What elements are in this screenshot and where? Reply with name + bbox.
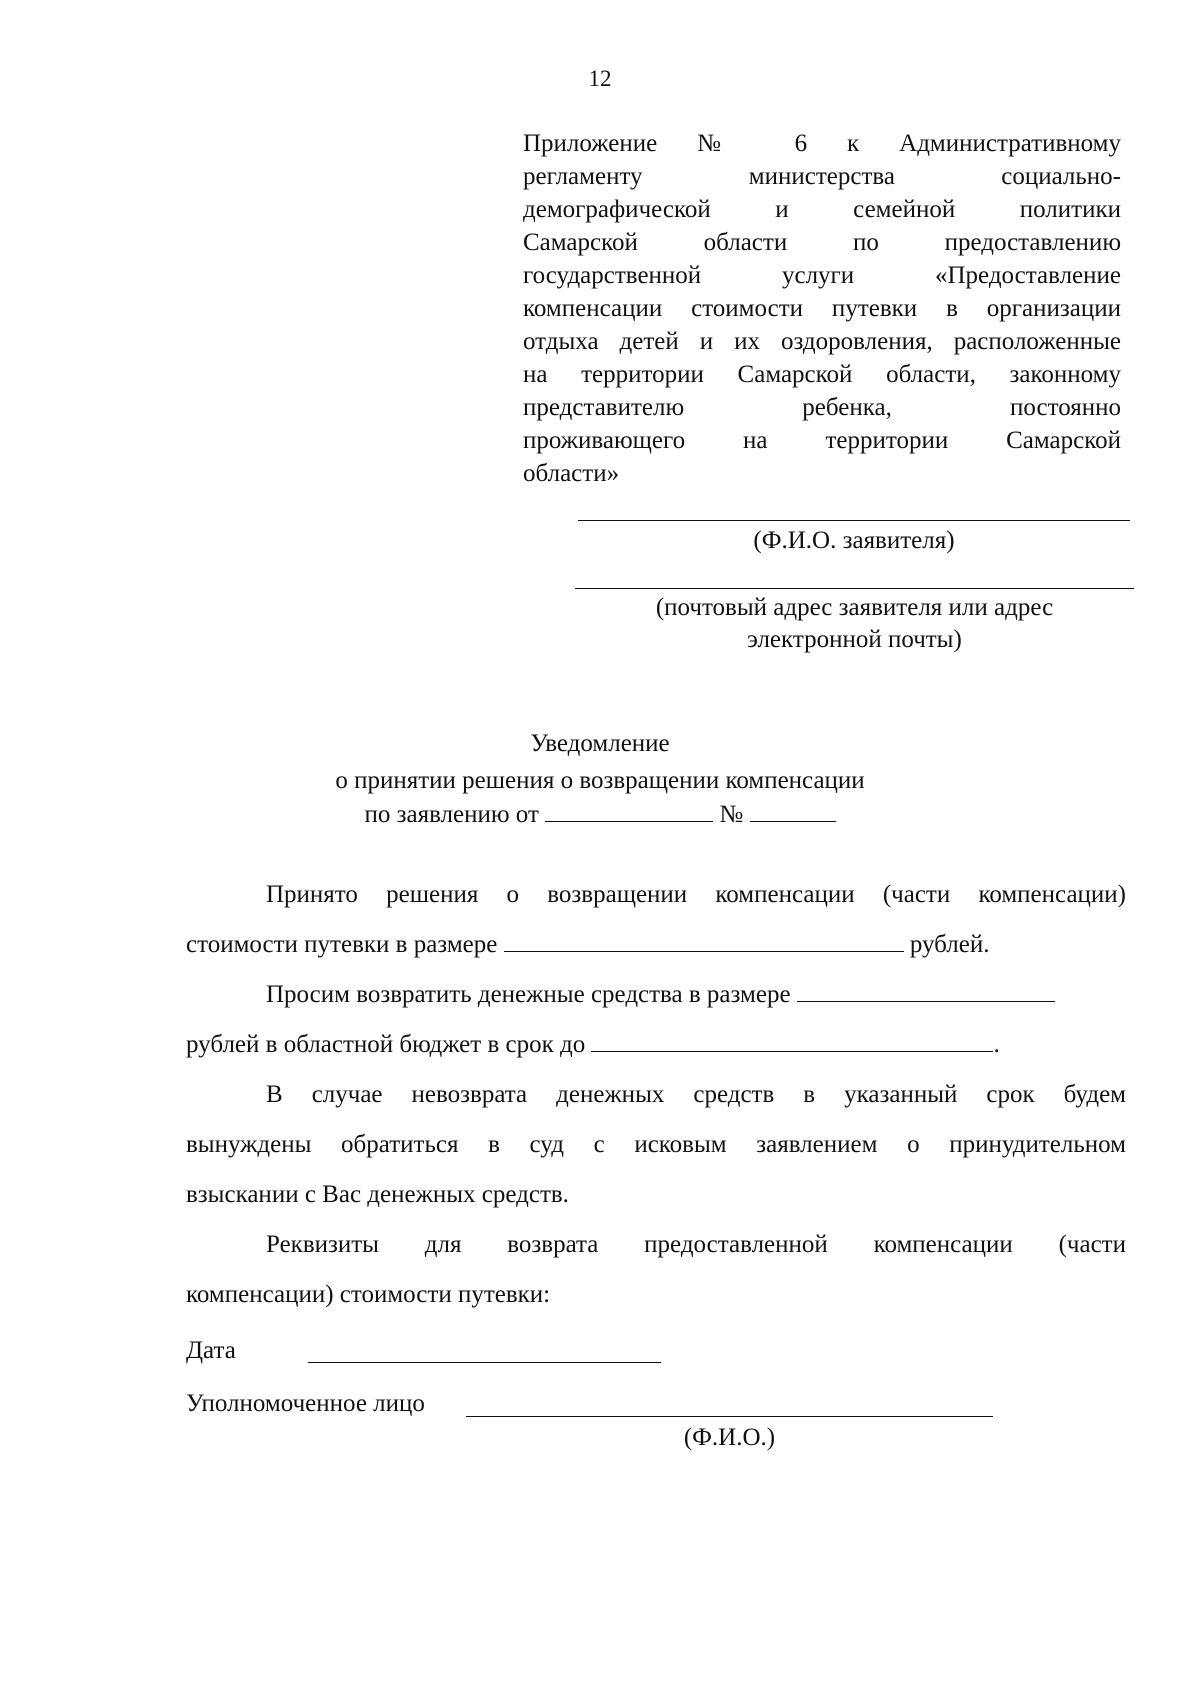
applicant-address-caption	[575, 592, 1134, 656]
p2-line2	[186, 1020, 1126, 1070]
appendix-line: демографической и семейной политики	[523, 196, 1121, 223]
date-blank	[308, 1362, 661, 1363]
p3-line1: В случае невозврата денежных средств в указанный срок будем	[266, 1081, 1126, 1108]
appendix-line: Приложение № 6 к Административному	[523, 130, 1121, 157]
p2-line1	[186, 970, 1126, 1020]
p1-line2	[186, 920, 1126, 970]
address-caption-line: электронной почты)	[747, 626, 962, 653]
amount-prefix: стоимости путевки в размере	[186, 931, 498, 958]
appendix-line: проживающего на территории Самарской	[523, 427, 1121, 454]
p4-line2: компенсации) стоимости путевки:	[186, 1281, 551, 1308]
appendix-line: отдыха детей и их оздоровления, расположенные	[523, 328, 1121, 355]
reference-number-blank	[750, 801, 836, 822]
deadline-prefix: рублей в областной бюджет в срок до	[186, 1031, 586, 1058]
deadline-blank	[591, 1031, 993, 1052]
appendix-header	[523, 127, 1121, 490]
authorized-person-blank	[466, 1416, 993, 1417]
appendix-line: компенсации стоимости путевки в организации	[523, 295, 1121, 322]
notice-body	[186, 870, 1126, 1320]
reference-prefix: по заявлению от	[364, 801, 539, 828]
page-number: 12	[588, 66, 612, 91]
authorized-person-label: Уполномоченное лицо	[186, 1390, 425, 1417]
refund-prefix: Просим возвратить денежные средства в размере	[266, 981, 791, 1008]
appendix-line: регламенту министерства социально-	[523, 163, 1121, 190]
reference-date-blank	[545, 801, 713, 822]
address-caption-line: (почтовый адрес заявителя или адрес	[655, 594, 1054, 621]
notice-title: Уведомление	[530, 730, 670, 757]
p3-line3: взыскании с Вас денежных средств.	[186, 1181, 569, 1208]
appendix-line: государственной услуги «Предоставление	[523, 262, 1121, 289]
appendix-line: на территории Самарской области, законному	[523, 361, 1121, 388]
date-label: Дата	[186, 1337, 236, 1364]
deadline-suffix: .	[993, 1031, 1000, 1058]
refund-amount-blank	[797, 981, 1055, 1002]
p1-line1: Принято решения о возвращении компенсации (части компенсации)	[266, 881, 1126, 908]
p3-line2: вынуждены обратиться в суд с исковым заявлением о принудительном	[186, 1131, 1126, 1158]
p4-line1: Реквизиты для возврата предоставленной компенсации (части	[266, 1231, 1126, 1258]
appendix-line: Самарской области по предоставлению	[523, 229, 1121, 256]
applicant-address-blank	[575, 588, 1134, 589]
notice-subtitle: о принятии решения о возвращении компенсации	[335, 767, 865, 794]
reference-number-sign: №	[719, 801, 744, 828]
appendix-line: области»	[523, 460, 620, 487]
amount-blank	[504, 931, 904, 952]
applicant-name-caption: (Ф.И.О. заявителя)	[753, 527, 955, 554]
amount-suffix: рублей.	[909, 931, 990, 958]
notice-reference	[0, 798, 1200, 832]
applicant-name-blank	[578, 520, 1130, 521]
fio-caption: (Ф.И.О.)	[683, 1424, 776, 1451]
appendix-line: представителю ребенка, постоянно	[523, 394, 1121, 421]
